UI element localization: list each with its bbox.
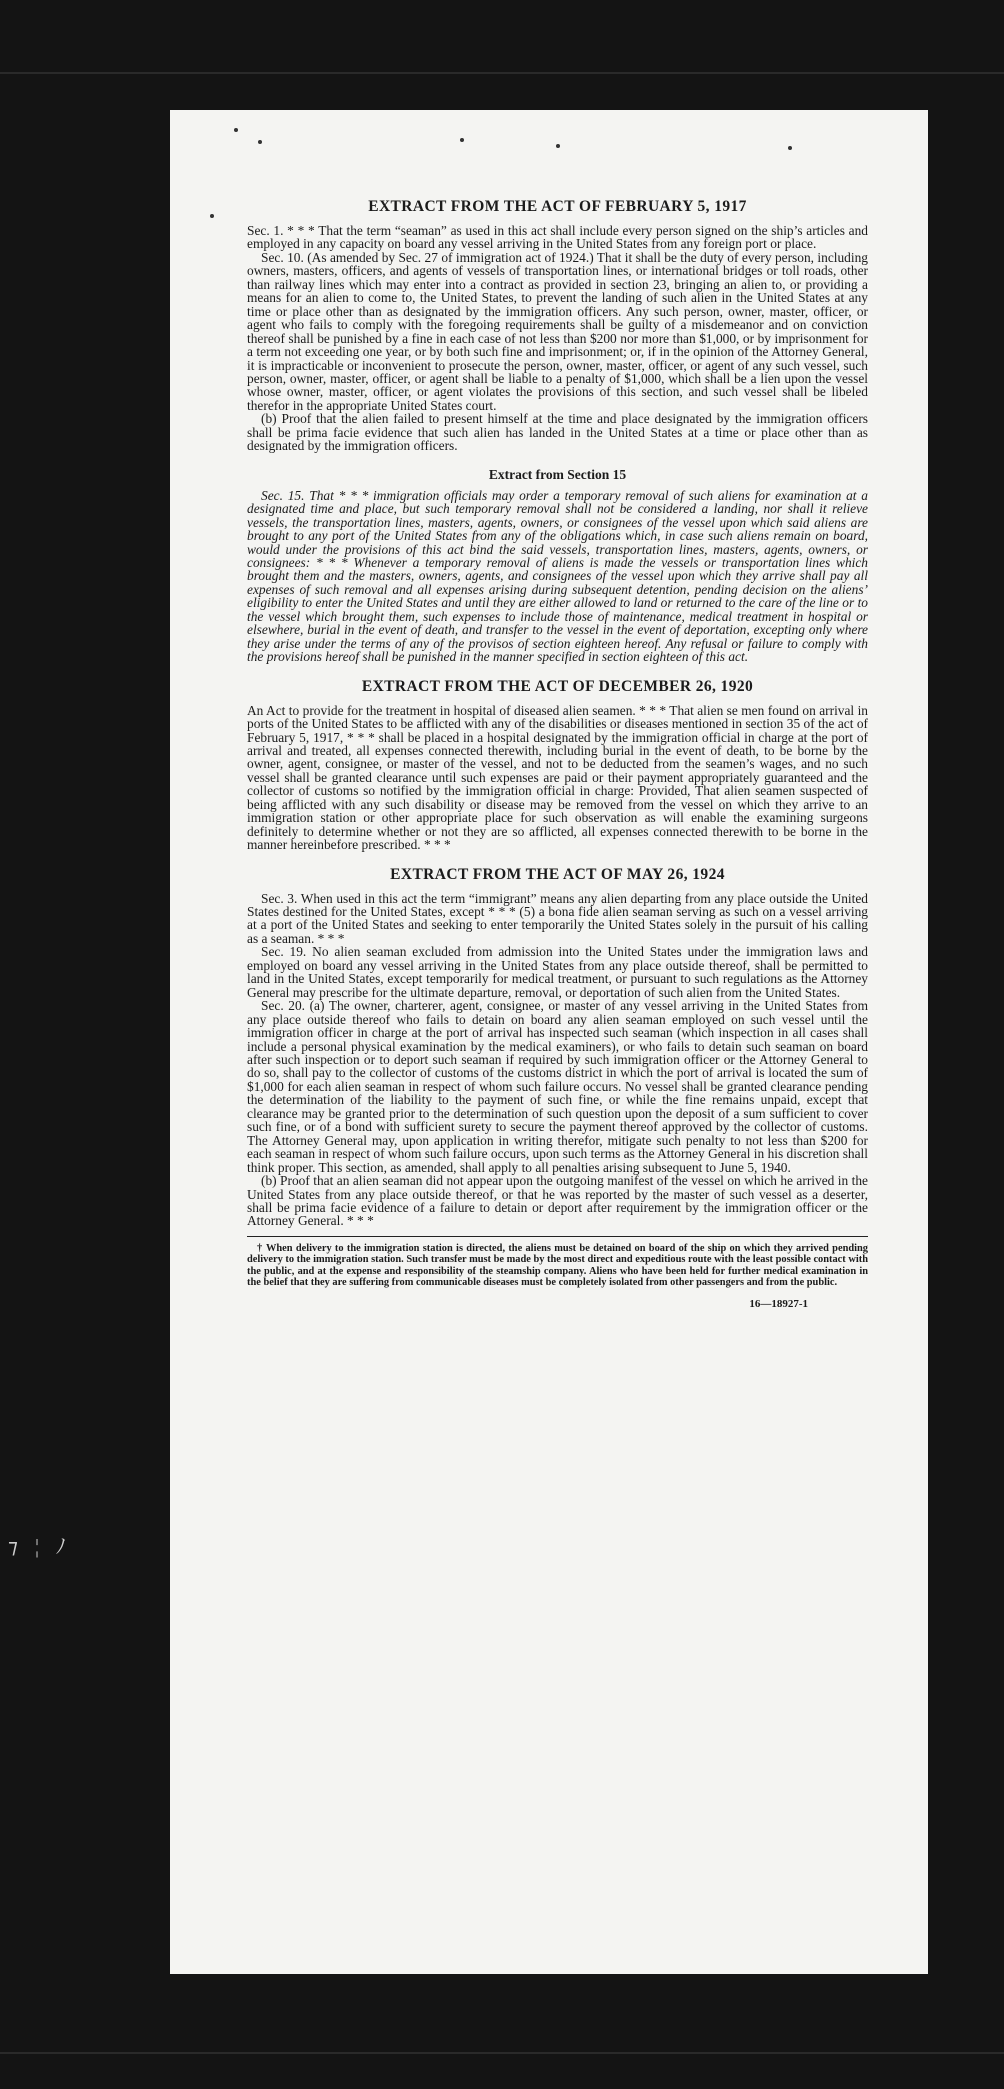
paragraph-sec-10-b: (b) Proof that the alien failed to present himself at the time and place designated by the immigration officers shall be prima facie evidence that such alien has landed in the United States at a time or place other than as designated by the immigration officers. [247, 411, 868, 454]
heading-act-dec-1920: EXTRACT FROM THE ACT OF DECEMBER 26, 1920 [361, 677, 754, 695]
paragraph-sec-1: Sec. 1. * * * That the term “seaman” as used in this act shall include every person signed on the ship’s articles and employed in any capacity on board any vessel arriving in the United States from any foreign port or place. [247, 223, 868, 252]
document-page [170, 110, 928, 1974]
speck [210, 214, 214, 218]
paragraph-sec-20-b: (b) Proof that an alien seaman did not appear upon the outgoing manifest of the vessel on which he arrived in the United States from any place outside thereof, or that he was reported by the master of such vessel as a deserter, shall be prima facie evidence of a failure to detain or deport after requirement by the immigration officer or the Attorney General. * * * [247, 1173, 868, 1229]
heading-act-feb-1917: EXTRACT FROM THE ACT OF FEBRUARY 5, 1917 [368, 198, 747, 215]
speck [258, 140, 262, 144]
scan-border-bottom [0, 2052, 1004, 2054]
paragraph-sec-10: Sec. 10. (As amended by Sec. 27 of immigration act of 1924.) That it shall be the duty of every person, including owners, masters, officers, and agents of vessels of transportation lines, or international bridges or toll roads, other than railway lines which may enter into a contract as provided in section 23, bringing an alien to, or providing a means for an alien to come to, the United States, to prevent the landing of such alien in the United States at any time or place other than as designated by the immigration officers. Any such person, owner, master, officer, or agent who fails to comply with the foregoing requirements shall be guilty of a misdemeanor and on conviction thereof shall be punished by a fine in each case of not less than $200 nor more than $1,000, or by imprisonment for a term not exceeding one year, or by both such fine and imprisonment; or, if in the opinion of the Attorney General, it is impracticable or inconvenient to prosecute the person, owner, master, officer, or agent of any such vessel, such person, owner, master, officer, or agent shall be liable to a penalty of $1,000, which shall be a lien upon the vessel whose owner, master, officer, or agent violates the provisions of this section, and such vessel shall be libeled therefor in the appropriate United States court. [247, 249, 868, 413]
paragraph-sec-19: Sec. 19. No alien seaman excluded from admission into the United States under the immigration laws and employed on board any vessel arriving in the United States from any place outside thereof, shall be permitted to land in the United States, except temporarily for medical treatment, or pursuant to such regulations as the Attorney General may prescribe for the ultimate departure, removal, or deportation of such alien from the United States. [247, 944, 868, 1000]
paragraph-sec-3: Sec. 3. When used in this act the term “immigrant” means any alien departing from any place outside the United States destined for the United States, except * * * (5) a bona fide alien seaman serving as such on a vessel arriving at a port of the United States and seeking to enter temporarily the United States solely in the pursuit of his calling as a seaman. * * * [247, 890, 868, 946]
scan-artifact-marks: ⁊ ¦ ﾉ [8, 1536, 72, 1558]
footnote-divider [247, 1236, 868, 1237]
speck [234, 128, 238, 132]
speck [788, 146, 792, 150]
paragraph-sec-20-a: Sec. 20. (a) The owner, charterer, agent, consignee, or master of any vessel arriving in the United States from any place outside thereof who fails to detain on board any alien seaman employed on such vessel until the immigration officer in charge at the port of arrival has inspected such seaman (which inspection in all cases shall include a personal physical examination by the medical examiners), or who fails to detain such seaman on board after such inspection or to deport such seaman if required by such immigration officer or the Attorney General to do so, shall pay to the collector of customs of the customs district in which the port of arrival is located the sum of $1,000 for each alien seaman in respect of whom such failure occurs. No vessel shall be granted clearance pending the determination of the liability to the payment of such fine, or while the fine remains unpaid, except that clearance may be granted prior to the determination of such question upon the deposit of a sum sufficient to cover such fine, or of a bond with sufficient surety to secure the payment thereof approved by the collector of customs. The Attorney General may, upon application in writing therefor, mitigate such penalty to not less than $200 for each seaman in respect of whom such failure occurs, upon such terms as the Attorney General in his discretion shall think proper. This section, as amended, shall apply to all penalties arising subsequent to June 5, 1940. [247, 998, 868, 1175]
speck [556, 144, 560, 148]
paragraph-sec-15: Sec. 15. That * * * immigration officials may order a temporary removal of such aliens for examination at a designated time and place, but such temporary removal shall not be considered a landing, nor shall it relieve vessels, the transportation lines, masters, agents, owners, or consignees of the vessel upon which said aliens are brought to any port of the United States from any of the obligations which, in case such aliens remain on board, would under the provisions of this act bind the said vessels, transportation lines, masters, agents, owners, or consignees: * * * Whenever a temporary removal of aliens is made the vessels or transportation lines which brought them and the masters, owners, agents, and consignees of the vessel upon which they arrive shall pay all expenses of such removal and all expenses arising during subsequent detention, pending decision on the aliens’ eligibility to enter the United States and until they are either allowed to land or returned to the care of the line or to the vessel which brought them, such expenses to include those of maintenance, medical treatment in hospital or elsewhere, burial in the event of death, and transfer to the vessel in the event of deportation, excepting only where they arise under the terms of any of the provisos of section eighteen hereof. Any refusal or failure to comply with the provisions hereof shall be punished in the manner specified in section eighteen of this act. [247, 487, 868, 665]
document-number: 16—18927-1 [749, 1298, 808, 1311]
scan-border-top [0, 72, 1004, 74]
paragraph-act-1920: An Act to provide for the treatment in hospital of diseased alien seamen. * * * That alien se men found on arrival in ports of the United States to be afflicted with any of the disabilities or diseases mentioned in section 35 of the act of February 5, 1917, * * * shall be placed in a hospital designated by the immigration official in charge at the port of arrival and treated, all expenses connected therewith, including burial in the event of death, to be borne by the owner, agent, consignee, or master of the vessel, and not to be deducted from the seamen’s wages, and no such vessel shall be granted clearance until such expenses are paid or their payment appropriately guaranteed and the collector of customs so notified by the immigration official in charge: Provided, That alien seamen suspected of being afflicted with any such disability or disease may be removed from the vessel on which they arrive to an immigration station or other appropriate place for such observation as will enable the examining surgeons definitely to determine whether or not they are so afflicted, all expenses connected therewith to be borne in the manner hereinbefore prescribed. * * * [247, 702, 868, 853]
heading-act-may-1924: EXTRACT FROM THE ACT OF MAY 26, 1924 [390, 865, 725, 883]
footnote: † When delivery to the immigration station is directed, the aliens must be detained on board of the ship on which they arrived pending delivery to the immigration station. Such transfer must be made by the most direct and expeditious route with the least possible contact with the public, and at the expense and responsibility of the steamship company. Aliens who have been held for further medical examination in the belief that they are suffering from communicable diseases must be completely isolated from other passengers and from the public. [247, 1242, 868, 1288]
speck [460, 138, 464, 142]
subheading-section-15: Extract from Section 15 [488, 466, 627, 482]
